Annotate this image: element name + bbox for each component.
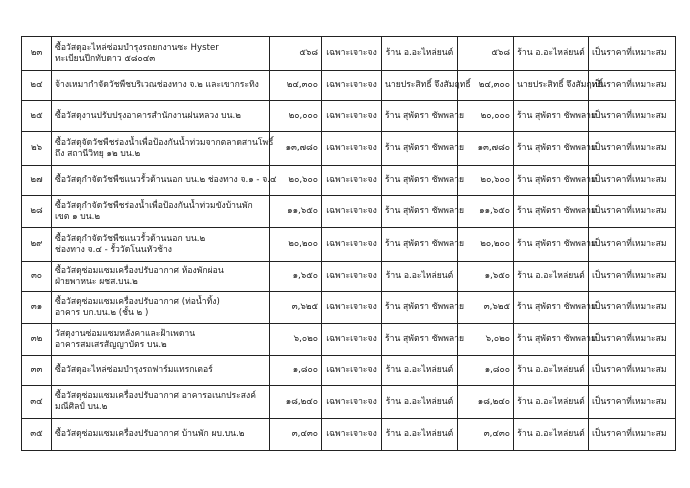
- table-row: [22, 386, 676, 419]
- item-description-line: อาคาร บก.บน.๒ (ชั้น ๒ ): [55, 307, 149, 318]
- row-number: ๓๒: [22, 324, 52, 356]
- selected-vendor: ร้าน อ.อะไหล่ยนต์: [514, 386, 589, 419]
- procurement-method: เฉพาะเจาะจง: [322, 228, 382, 262]
- row-number: ๓๑: [22, 292, 52, 324]
- selected-vendor: ร้าน อ.อะไหล่ยนต์: [514, 262, 589, 292]
- selected-vendor: ร้าน สุพัตรา ซัพพลาย: [514, 166, 589, 196]
- row-number: ๓๓: [22, 356, 52, 386]
- budget-amount: ๒๐,๖๐๐: [270, 166, 322, 196]
- offered-price: ๑๓,๗๘๐: [458, 132, 514, 166]
- budget-amount: ๒๐,๐๐๐: [270, 101, 322, 132]
- table-row: [22, 292, 676, 324]
- selection-reason: เป็นราคาที่เหมาะสม: [589, 324, 676, 356]
- offered-price: ๒๐,๒๐๐: [458, 228, 514, 262]
- table-row: [22, 196, 676, 228]
- offered-price: ๖,๐๒๐: [458, 324, 514, 356]
- procurement-method: เฉพาะเจาะจง: [322, 292, 382, 324]
- row-number: ๓๐: [22, 262, 52, 292]
- item-description-line: ซื้อวัสดุกำจัดวัชพืชแนวรั้วด้านนอก บน.๒ ช่องทาง จ.๑ - จ.๔: [55, 175, 277, 185]
- row-number: ๒๘: [22, 196, 52, 228]
- procurement-method: เฉพาะเจาะจง: [322, 196, 382, 228]
- row-number: ๒๖: [22, 132, 52, 166]
- item-description-line: ถึง สถานีวิทยุ ๑๒ บน.๒: [55, 148, 141, 159]
- bidder-name: ร้าน อ.อะไหล่ยนต์: [382, 356, 458, 386]
- item-description: [52, 37, 270, 71]
- row-number: ๒๗: [22, 166, 52, 196]
- table-row: [22, 71, 676, 101]
- item-description: [52, 419, 270, 451]
- item-description: [52, 356, 270, 386]
- budget-amount: ๕๖๘: [270, 37, 322, 71]
- offered-price: ๑,๘๐๐: [458, 356, 514, 386]
- offered-price: ๓,๔๓๐: [458, 419, 514, 451]
- procurement-method: เฉพาะเจาะจง: [322, 101, 382, 132]
- selected-vendor: ร้าน สุพัตรา ซัพพลาย: [514, 324, 589, 356]
- budget-amount: ๑,๘๐๐: [270, 356, 322, 386]
- offered-price: ๓,๖๒๕: [458, 292, 514, 324]
- bidder-name: ร้าน อ.อะไหล่ยนต์: [382, 262, 458, 292]
- procurement-method: เฉพาะเจาะจง: [322, 71, 382, 101]
- budget-amount: ๑,๖๕๐: [270, 262, 322, 292]
- item-description-line: ซื้อวัสดุกำจัดวัชพืชแนวรั้วด้านนอก บน.๒: [55, 233, 206, 244]
- bidder-name: ร้าน อ.อะไหล่ยนต์: [382, 419, 458, 451]
- item-description: [52, 386, 270, 419]
- offered-price: ๑๑,๖๕๐: [458, 196, 514, 228]
- row-number: ๓๕: [22, 419, 52, 451]
- item-description-line: ฝ่ายพาหนะ ผชส.บน.๒: [55, 276, 138, 287]
- item-description: [52, 132, 274, 166]
- row-number: ๒๙: [22, 228, 52, 262]
- selection-reason: เป็นราคาที่เหมาะสม: [589, 71, 676, 101]
- offered-price: ๒๔,๓๐๐: [458, 71, 514, 101]
- procurement-method: เฉพาะเจาะจง: [322, 386, 382, 419]
- selection-reason: เป็นราคาที่เหมาะสม: [589, 262, 676, 292]
- selected-vendor: นายประสิทธิ์ จึงสัมฤทธิ์: [514, 71, 589, 101]
- item-description: [52, 228, 270, 262]
- item-description-line: วัสดุงานซ่อมแซมหลังคาและฝ้าเพดาน: [55, 328, 196, 339]
- item-description: [52, 324, 270, 356]
- table-row: [22, 101, 676, 132]
- offered-price: ๒๐,๖๐๐: [458, 166, 514, 196]
- selected-vendor: ร้าน สุพัตรา ซัพพลาย: [514, 132, 589, 166]
- item-description-line: ซื้อวัสดุซ่อมแซมเครื่องปรับอากาศ อาคารอเนกประสงค์: [55, 391, 256, 401]
- selection-reason: เป็นราคาที่เหมาะสม: [589, 356, 676, 386]
- table-row: [22, 356, 676, 386]
- bidder-name: ร้าน สุพัตรา ซัพพลาย: [382, 324, 458, 356]
- bidder-name: ร้าน สุพัตรา ซัพพลาย: [382, 166, 458, 196]
- row-number: ๒๔: [22, 71, 52, 101]
- item-description-line: มณีศิลป์ บน.๒: [55, 402, 108, 412]
- selected-vendor: ร้าน สุพัตรา ซัพพลาย: [514, 292, 589, 324]
- offered-price: ๕๖๘: [458, 37, 514, 71]
- item-description: [52, 166, 277, 196]
- item-description-line: อาคารสมเสรสัญญาบัตร บน.๒: [55, 339, 167, 350]
- procurement-method: เฉพาะเจาะจง: [322, 132, 382, 166]
- offered-price: ๑,๖๕๐: [458, 262, 514, 292]
- selection-reason: เป็นราคาที่เหมาะสม: [589, 419, 676, 451]
- item-description-line: ซื้อวัสดุซ่อมแซมเครื่องปรับอากาศ (ท่อน้ำทิ้ง): [55, 296, 220, 307]
- selected-vendor: ร้าน อ.อะไหล่ยนต์: [514, 419, 589, 451]
- table-row: [22, 419, 676, 451]
- budget-amount: ๑๓,๗๘๐: [270, 132, 322, 166]
- item-description-line: ช่องทาง จ.๔ - รั้ววัดโนนหัวช้าง: [55, 244, 173, 255]
- bidder-name: ร้าน สุพัตรา ซัพพลาย: [382, 196, 458, 228]
- bidder-name: ร้าน สุพัตรา ซัพพลาย: [382, 101, 458, 132]
- selection-reason: เป็นราคาที่เหมาะสม: [589, 37, 676, 71]
- table-body: [22, 37, 676, 451]
- selection-reason: เป็นราคาที่เหมาะสม: [589, 101, 676, 132]
- item-description-line: ซื้อวัสดุกำจัดวัชพืชร่องน้ำเพื่อป้องกันน้ำท่วมขังบ้านพัก: [55, 200, 253, 211]
- item-description-line: เขต ๑ บน.๒: [55, 211, 101, 222]
- item-description-line: ทะเบียนปีกทับดาว ๕๘๐๔๓: [55, 53, 156, 64]
- bidder-name: ร้าน อ.อะไหล่ยนต์: [382, 37, 458, 71]
- procurement-method: เฉพาะเจาะจง: [322, 324, 382, 356]
- offered-price: ๑๘,๒๔๐: [458, 386, 514, 419]
- item-description: [52, 196, 270, 228]
- procurement-method: เฉพาะเจาะจง: [322, 356, 382, 386]
- item-description-line: ซื้อวัสดุอะไหล่ซ่อมบำรุงรถฟาร์มแทรกเตอร์: [55, 365, 213, 375]
- item-description: [52, 262, 270, 292]
- row-number: ๒๓: [22, 37, 52, 71]
- table-row: [22, 324, 676, 356]
- selected-vendor: ร้าน สุพัตรา ซัพพลาย: [514, 196, 589, 228]
- item-description-line: ซื้อวัสดุจัดวัชพืชร่องน้ำเพื่อป้องกันน้ำท่วมจากตลาดสานโพธิ์: [55, 137, 274, 148]
- procurement-table: [21, 36, 676, 451]
- offered-price: ๒๐,๐๐๐: [458, 101, 514, 132]
- procurement-method: เฉพาะเจาะจง: [322, 166, 382, 196]
- item-description: [52, 292, 270, 324]
- budget-amount: ๖,๐๒๐: [270, 324, 322, 356]
- table-row: [22, 132, 676, 166]
- selected-vendor: ร้าน อ.อะไหล่ยนต์: [514, 356, 589, 386]
- procurement-method: เฉพาะเจาะจง: [322, 262, 382, 292]
- selected-vendor: ร้าน สุพัตรา ซัพพลาย: [514, 228, 589, 262]
- item-description: [52, 71, 270, 101]
- table-row: [22, 262, 676, 292]
- selection-reason: เป็นราคาที่เหมาะสม: [589, 166, 676, 196]
- procurement-method: เฉพาะเจาะจง: [322, 419, 382, 451]
- procurement-method: เฉพาะเจาะจง: [322, 37, 382, 71]
- selected-vendor: ร้าน สุพัตรา ซัพพลาย: [514, 101, 589, 132]
- selection-reason: เป็นราคาที่เหมาะสม: [589, 228, 676, 262]
- item-description-line: ซื้อวัสดุอะไหล่ซ่อมบำรุงรถยกงานซะ Hyster: [55, 42, 219, 53]
- budget-amount: ๑๘,๒๔๐: [270, 386, 322, 419]
- selected-vendor: ร้าน อ.อะไหล่ยนต์: [514, 37, 589, 71]
- budget-amount: ๑๑,๖๕๐: [270, 196, 322, 228]
- bidder-name: ร้าน อ.อะไหล่ยนต์: [382, 386, 458, 419]
- bidder-name: ร้าน สุพัตรา ซัพพลาย: [382, 292, 458, 324]
- budget-amount: ๓,๔๓๐: [270, 419, 322, 451]
- table-row: [22, 37, 676, 71]
- budget-amount: ๓,๖๒๕: [270, 292, 322, 324]
- item-description-line: ซื้อวัสดุซ่อมแซมเครื่องปรับอากาศ บ้านพัก ผบ.บน.๒: [55, 429, 245, 439]
- bidder-name: นายประสิทธิ์ จึงสัมฤทธิ์: [382, 71, 458, 101]
- item-description-line: ซื้อวัสดุซ่อมแซมเครื่องปรับอากาศ ห้องพักผ่อน: [55, 265, 224, 276]
- selection-reason: เป็นราคาที่เหมาะสม: [589, 386, 676, 419]
- row-number: ๓๔: [22, 386, 52, 419]
- selection-reason: เป็นราคาที่เหมาะสม: [589, 196, 676, 228]
- table-row: [22, 166, 676, 196]
- budget-amount: ๒๐,๒๐๐: [270, 228, 322, 262]
- bidder-name: ร้าน สุพัตรา ซัพพลาย: [382, 228, 458, 262]
- bidder-name: ร้าน สุพัตรา ซัพพลาย: [382, 132, 458, 166]
- item-description-line: ซื้อวัสดุงานปรับปรุงอาคารสำนักงานฝนหลวง บน.๒: [55, 110, 241, 121]
- selection-reason: เป็นราคาที่เหมาะสม: [589, 292, 676, 324]
- row-number: ๒๕: [22, 101, 52, 132]
- table-row: [22, 228, 676, 262]
- selection-reason: เป็นราคาที่เหมาะสม: [589, 132, 676, 166]
- item-description: [52, 101, 270, 132]
- budget-amount: ๒๔,๓๐๐: [270, 71, 322, 101]
- item-description-line: จ้างเหมากำจัดวัชพืชบริเวณช่องทาง จ.๒ และเขากระทิง: [55, 80, 259, 90]
